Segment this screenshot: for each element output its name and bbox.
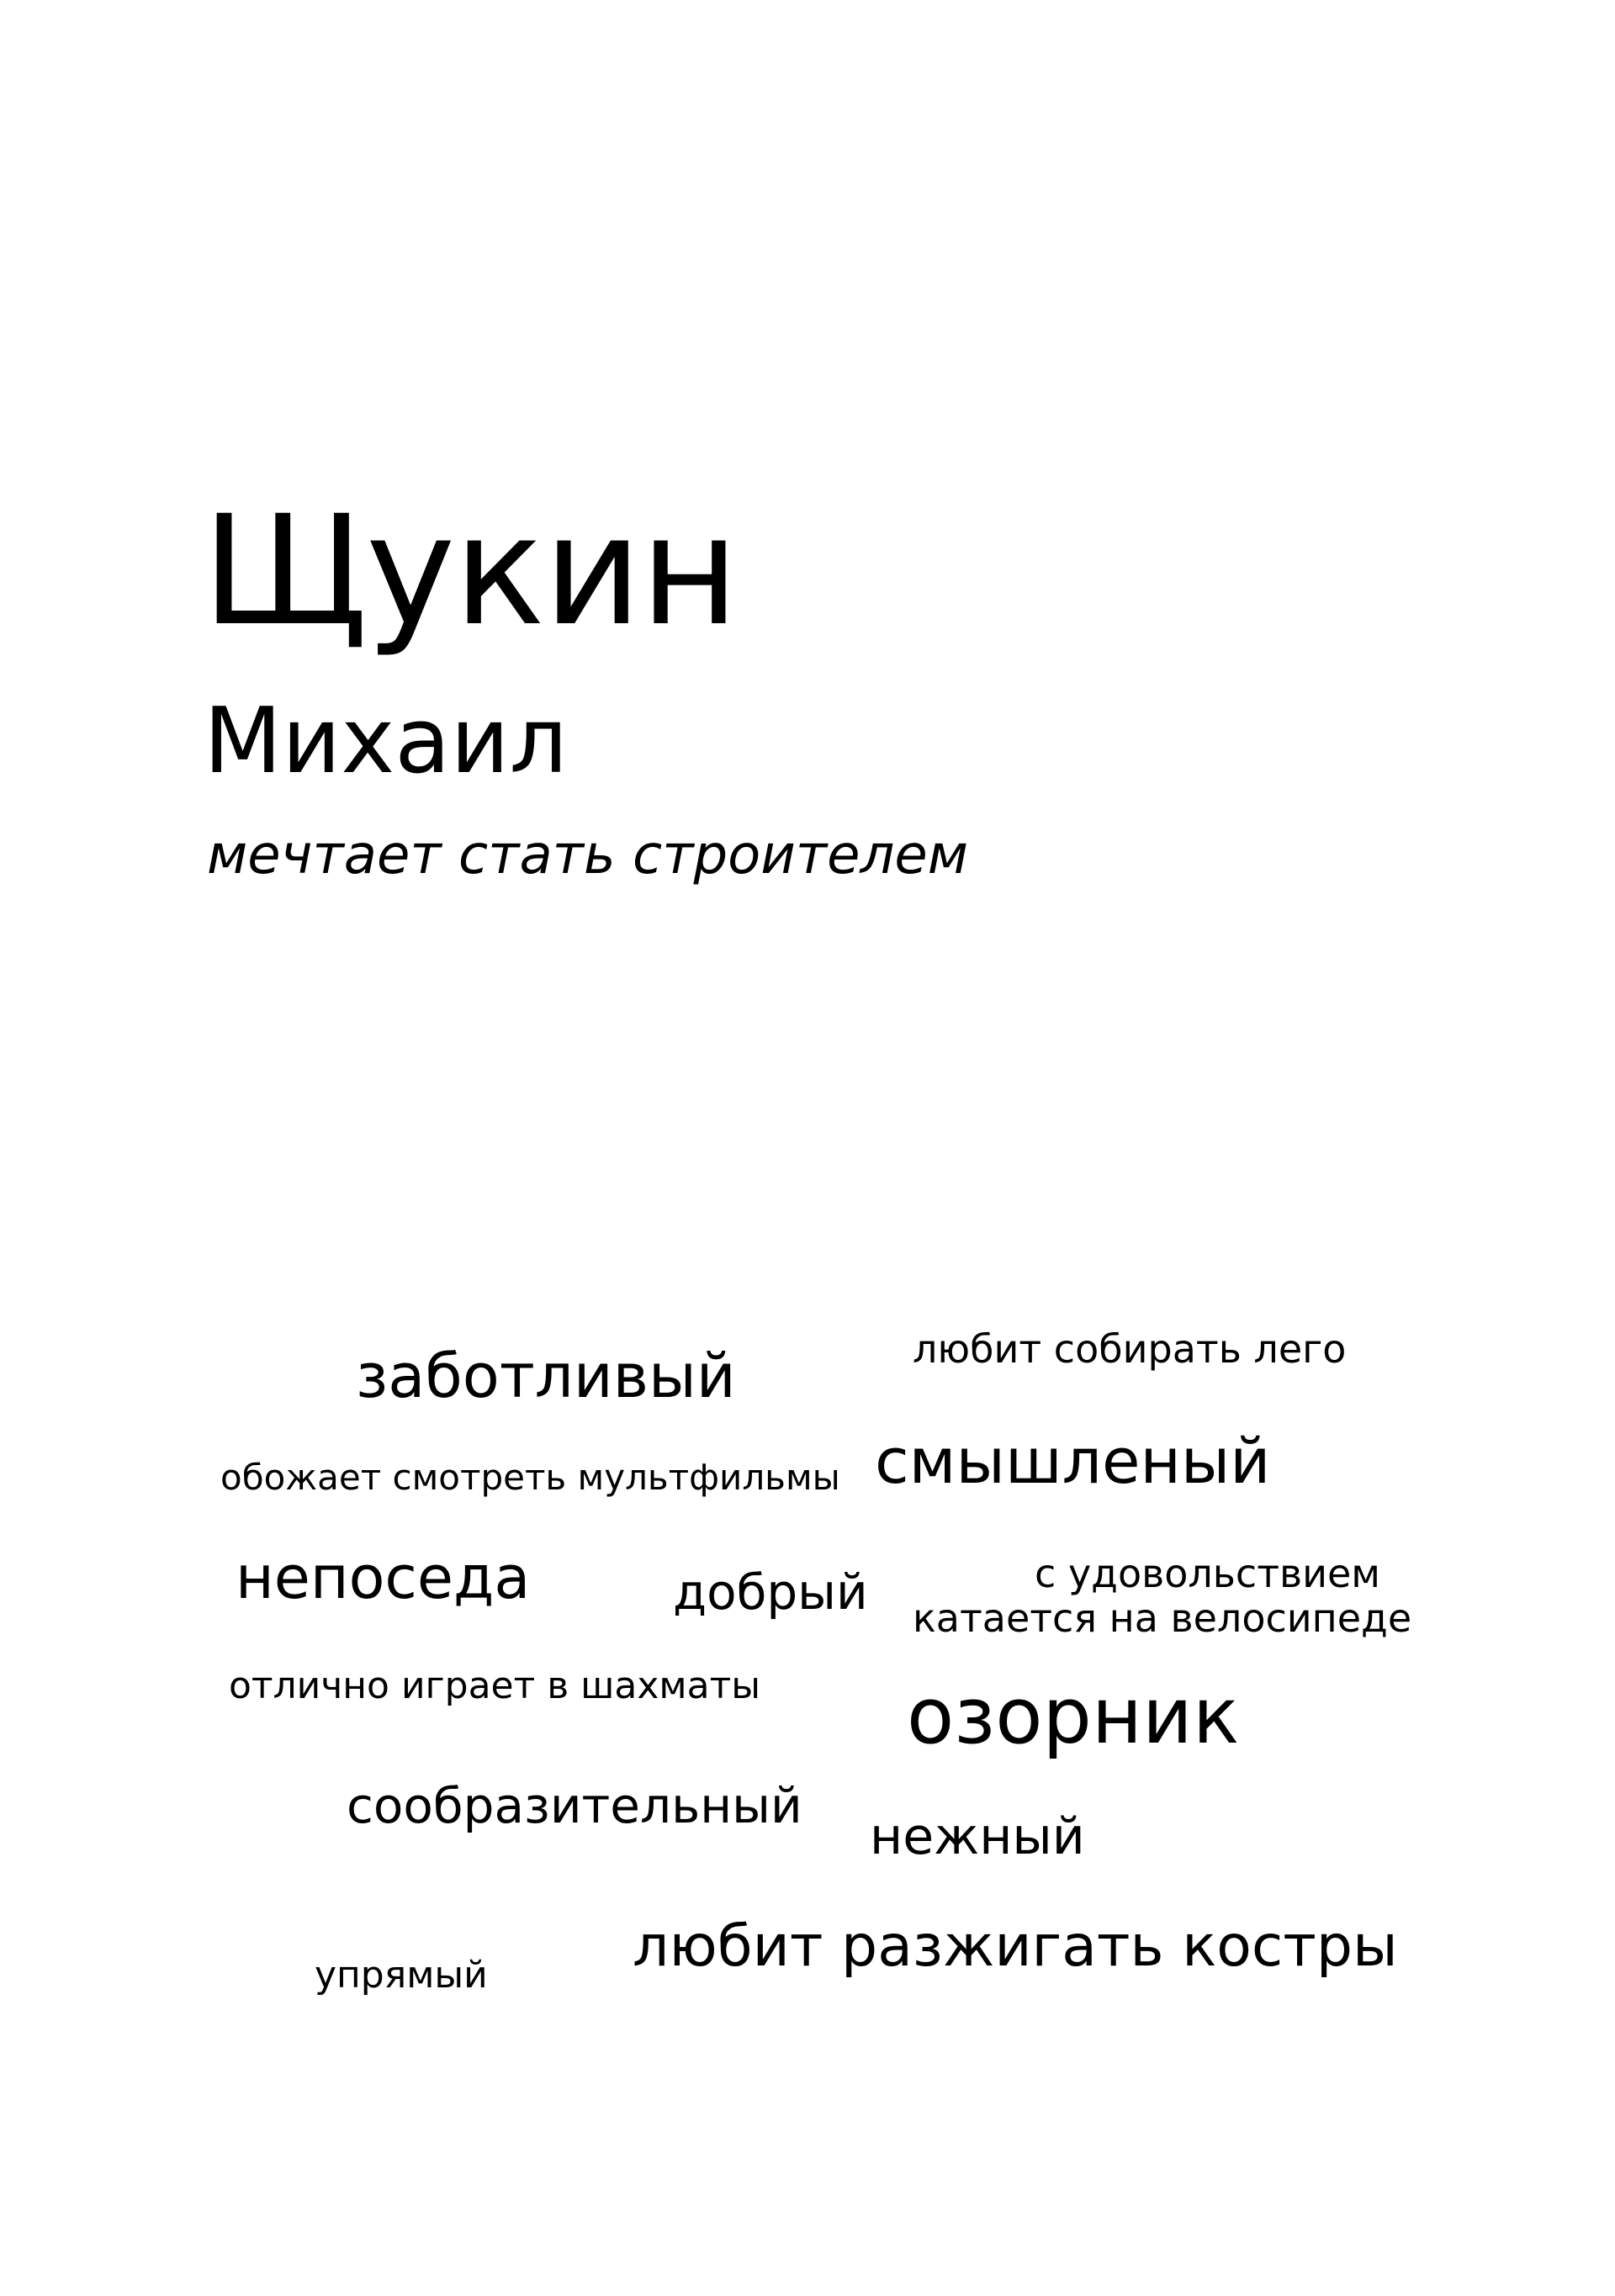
trait-rides-bicycle-line2: катается на велосипеде <box>913 1595 1412 1641</box>
dream-subtitle: мечтает стать строителем <box>207 824 969 886</box>
trait-caring: заботливый <box>356 1341 736 1411</box>
trait-plays-chess: отлично играет в шахматы <box>229 1664 760 1707</box>
trait-stubborn: упрямый <box>315 1954 488 1997</box>
trait-loves-campfires: любит разжигать костры <box>633 1913 1398 1980</box>
first-name-heading: Михаил <box>204 689 568 794</box>
trait-smart: смышленый <box>875 1426 1271 1498</box>
surname-heading: Щукин <box>202 484 738 659</box>
trait-quick-witted: сообразительный <box>347 1777 802 1834</box>
trait-loves-lego: любит собирать лего <box>913 1326 1347 1372</box>
trait-loves-cartoons: обожает смотреть мультфильмы <box>220 1457 840 1498</box>
trait-rides-bicycle-line1: с удовольствием <box>1035 1551 1380 1596</box>
trait-rides-bicycle <box>913 1551 1412 1641</box>
trait-mischievous: озорник <box>907 1671 1240 1761</box>
trait-fidget: непоседа <box>236 1543 531 1612</box>
trait-gentle: нежный <box>870 1807 1085 1866</box>
trait-kind: добрый <box>673 1563 868 1621</box>
